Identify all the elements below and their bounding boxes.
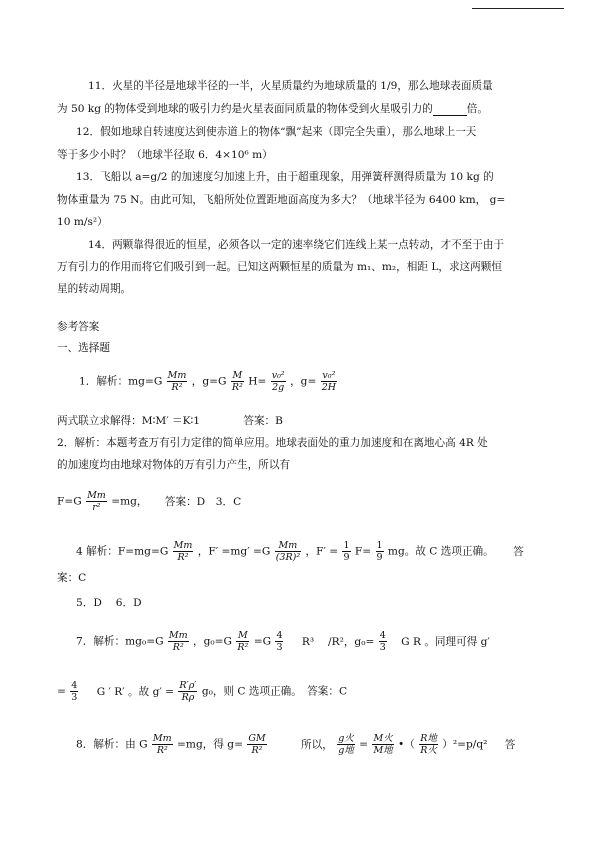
- q13-line3: 10 m/s²）: [57, 216, 108, 228]
- fraction: $\frac{Mm}{\text{R²}}$: [152, 733, 172, 756]
- answer-4-formula: 4 解析：F=mg=G $\frac{Mm}{\text{R²}}$ ，F′ =mg′ =G $\frac{Mm}{\text{(3R)²}}$ ，F′ = $\frac{1}{9}$ F= $\frac{1}{9}$ mg。故 C 选项正确。 答: [76, 540, 524, 563]
- q14-line3: 星的转动周期。: [57, 283, 132, 295]
- q12-line2: 等于多少小时？（地球半径取 6．4×10⁶ m）: [57, 149, 273, 161]
- header-rule: [472, 8, 564, 9]
- q13-line1: 13．飞船以 a=g/2 的加速度匀加速上升，由于超重现象，用弹簧秤测得质量为 10 kg 的: [76, 171, 494, 183]
- fraction: $\frac{R'\rho'}{R\rho}$: [179, 680, 197, 703]
- fraction: $\frac{\text{g火}}{\text{g地}}$: [338, 733, 354, 756]
- fraction: $\frac{4}{3}$: [379, 630, 386, 653]
- fraction: $\frac{\text{M火}}{\text{M地}}$: [373, 733, 393, 756]
- q13-line2: 物体重量为 75 N。由此可知，飞船所处位置距地面高度为多大？（地球半径为 6400 km， g=: [57, 194, 506, 206]
- fraction: $\frac{4}{3}$: [276, 630, 283, 653]
- answer-2-line1: 2．解析：本题考查万有引力定律的简单应用。地球表面处的重力加速度和在离地心高 4R 处: [57, 437, 488, 449]
- answer-4-line2: 案：C: [57, 572, 87, 584]
- q11-line2: 为 50 kg 的物体受到地球的吸引力约是火星表面同质量的物体受到火星吸引力的 倍。: [57, 103, 488, 115]
- fraction: $\frac{1}{9}$: [376, 540, 383, 563]
- answers-heading: 参考答案: [57, 321, 100, 333]
- answer-7-formula: 7．解析：mg₀=G $\frac{Mm}{\text{R²}}$ ，g₀=G $\frac{M}{\text{R²}}$ =G $\frac{4}{3}$ R³ /R²，g₀= $\frac{4}{3}$ G R 。同理可得 g′: [76, 630, 490, 653]
- fraction: $\frac{4}{3}$: [71, 680, 78, 703]
- answer-2-line2: 的加速度均由地球对物体的万有引力产生，所以有: [57, 459, 291, 471]
- fraction: $\frac{\text{v₀²}}{2g}$: [271, 370, 285, 393]
- fraction: $\frac{\text{R地}}{\text{R火}}$: [420, 733, 437, 756]
- fraction: $\frac{Mm}{\text{R²}}$: [173, 540, 193, 563]
- q11-line1: 11．火星的半径是地球半径的一半，火星质量约为地球质量的 1/9，那么地球表面质量: [88, 80, 493, 92]
- q14-line1: 14．两颗靠得很近的恒星，必须各以一定的速率绕它们连线上某一点转动，才不至于由于: [88, 239, 505, 251]
- q14-line2: 万有引力的作用而将它们吸引到一起。已知这两颗恒星的质量为 m₁、m₂，相距 L，求这两颗恒: [57, 261, 502, 273]
- answer-1-formula: 1．解析：mg=G $\frac{Mm}{\text{R²}}$ ，g=G $\frac{M}{\text{R²}}$ H= $\frac{\text{v₀²}}{2g}$ ，g= $\frac{\text{v₀²}}{2H}$: [79, 370, 337, 393]
- fraction: $\frac{Mm}{\text{r²}}$: [87, 490, 106, 513]
- q12-line1: 12．假如地球自转速度达到使赤道上的物体“飘”起来（即完全失重），那么地球上一天: [76, 126, 477, 138]
- fraction: $\frac{M}{\text{R²}}$: [237, 630, 249, 653]
- fraction: $\frac{Mm}{\text{(3R)²}}$: [275, 540, 301, 563]
- fraction: $\frac{M}{\text{R²}}$: [231, 370, 243, 393]
- fraction: $\frac{Mm}{\text{R²}}$: [168, 630, 188, 653]
- answer-blank[interactable]: [433, 105, 467, 116]
- fraction: $\frac{Mm}{\text{R²}}$: [167, 370, 187, 393]
- fraction: $\frac{1}{9}$: [343, 540, 350, 563]
- answer-8-formula: 8．解析：由 G $\frac{Mm}{\text{R²}}$ =mg，得 g= $\frac{GM}{\text{R²}}$ 所以， $\frac{\text{g火}}{\text{g地}}$ = $\frac{\text{M火}}{\text{M地}}$ •（ $\frac{\text{R地}}{\text{R火}}$ ）²=p/q² 答: [76, 733, 516, 756]
- answer-7-line2: = $\frac{4}{3}$ G ′ R′ 。故 g′ = $\frac{R'\rho'}{R\rho}$ g₀，则 C 选项正确。 答案：C: [57, 680, 348, 703]
- fraction: $\frac{\text{v₀²}}{2H}$: [321, 370, 337, 393]
- section-heading: 一、选择题: [57, 342, 110, 354]
- answer-1-result: 两式联立求解得：M∶M′ ＝K∶1 答案：B: [57, 415, 283, 427]
- fraction: $\frac{GM}{\text{R²}}$: [248, 733, 266, 756]
- answer-2-formula: F=G $\frac{Mm}{\text{r²}}$ =mg， 答案：D 3．C: [57, 490, 242, 513]
- answers-5-6: 5．D 6．D: [76, 597, 142, 609]
